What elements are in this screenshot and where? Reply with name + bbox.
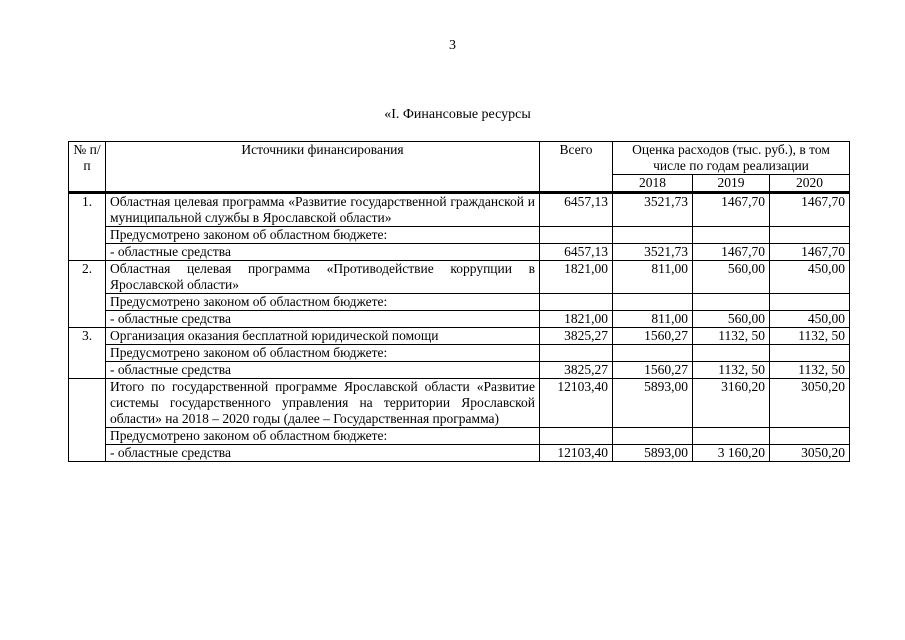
- row-total: 12103,40: [540, 445, 613, 462]
- row-total: 3825,27: [540, 328, 613, 345]
- row-total: 3825,27: [540, 362, 613, 379]
- table-row: [69, 379, 850, 428]
- row-total: [540, 294, 613, 311]
- row-total: [540, 345, 613, 362]
- row-2019: [693, 227, 770, 244]
- row-2020: 450,00: [770, 261, 850, 294]
- row-2020: [770, 345, 850, 362]
- row-source: Областная целевая программа «Противодействие коррупции в Ярославской области»: [106, 261, 540, 294]
- page-number: 3: [449, 38, 456, 53]
- row-num: [69, 379, 106, 462]
- table-row: [69, 311, 850, 328]
- row-2020: 3050,20: [770, 379, 850, 428]
- row-2020: [770, 428, 850, 445]
- row-2019: 1132, 50: [693, 328, 770, 345]
- row-source: - областные средства: [106, 445, 540, 462]
- row-2020: 1132, 50: [770, 328, 850, 345]
- row-total: 1821,00: [540, 311, 613, 328]
- row-2018: 3521,73: [613, 193, 693, 227]
- row-source: Организация оказания бесплатной юридической помощи: [106, 328, 540, 345]
- row-2019: [693, 428, 770, 445]
- row-total: 1821,00: [540, 261, 613, 294]
- row-2018: [613, 294, 693, 311]
- row-2018: 811,00: [613, 311, 693, 328]
- row-total: 6457,13: [540, 244, 613, 261]
- table-row: [69, 345, 850, 362]
- row-2018: 1560,27: [613, 362, 693, 379]
- row-2018: [613, 345, 693, 362]
- table-row: [69, 227, 850, 244]
- table-row: [69, 193, 850, 227]
- header-total: Всего: [540, 142, 613, 193]
- row-2018: 811,00: [613, 261, 693, 294]
- row-total: 12103,40: [540, 379, 613, 428]
- row-2020: 1467,70: [770, 244, 850, 261]
- row-num: 3.: [69, 328, 106, 379]
- table-row: [69, 428, 850, 445]
- row-2020: [770, 227, 850, 244]
- row-2019: [693, 294, 770, 311]
- header-num: № п/п: [69, 142, 106, 193]
- row-2018: 1560,27: [613, 328, 693, 345]
- row-2019: 560,00: [693, 261, 770, 294]
- row-2020: 3050,20: [770, 445, 850, 462]
- row-source: - областные средства: [106, 244, 540, 261]
- row-total: 6457,13: [540, 193, 613, 227]
- table-row: [69, 362, 850, 379]
- financing-table: [68, 141, 850, 462]
- header-year-2019: 2019: [693, 175, 770, 193]
- row-2020: 1132, 50: [770, 362, 850, 379]
- row-source: Предусмотрено законом об областном бюджете:: [106, 345, 540, 362]
- row-num: 2.: [69, 261, 106, 328]
- row-source: Областная целевая программа «Развитие государственной гражданской и муниципальной службы в Ярославской области»: [106, 193, 540, 227]
- row-2020: 1467,70: [770, 193, 850, 227]
- header-year-2020: 2020: [770, 175, 850, 193]
- row-2018: 5893,00: [613, 445, 693, 462]
- row-2019: 1132, 50: [693, 362, 770, 379]
- table-row: [69, 261, 850, 294]
- row-total: [540, 227, 613, 244]
- row-2019: 3160,20: [693, 379, 770, 428]
- row-2019: 1467,70: [693, 193, 770, 227]
- header-source: Источники финансирования: [106, 142, 540, 193]
- table-row: [69, 328, 850, 345]
- header-estimate: Оценка расходов (тыс. руб.), в том числе по годам реализации: [613, 142, 850, 175]
- row-2019: 1467,70: [693, 244, 770, 261]
- table-row: [69, 294, 850, 311]
- row-2019: 3 160,20: [693, 445, 770, 462]
- row-source: Итого по государственной программе Ярославской области «Развитие системы государственного управления на территории Ярославской области» на 2018 – 2020 годы (далее – Государственная программа): [106, 379, 540, 428]
- row-2018: [613, 227, 693, 244]
- row-2020: 450,00: [770, 311, 850, 328]
- row-num: 1.: [69, 193, 106, 261]
- row-2020: [770, 294, 850, 311]
- row-total: [540, 428, 613, 445]
- header-year-2018: 2018: [613, 175, 693, 193]
- table-row: [69, 445, 850, 462]
- row-source: Предусмотрено законом об областном бюджете:: [106, 428, 540, 445]
- row-source: Предусмотрено законом об областном бюджете:: [106, 227, 540, 244]
- row-source: Предусмотрено законом об областном бюджете:: [106, 294, 540, 311]
- table-row: [69, 244, 850, 261]
- row-2018: 5893,00: [613, 379, 693, 428]
- section-title: «I. Финансовые ресурсы: [384, 107, 531, 122]
- row-source: - областные средства: [106, 311, 540, 328]
- row-2018: 3521,73: [613, 244, 693, 261]
- row-2019: [693, 345, 770, 362]
- row-source: - областные средства: [106, 362, 540, 379]
- row-2019: 560,00: [693, 311, 770, 328]
- table-header-row: [69, 142, 850, 175]
- row-2018: [613, 428, 693, 445]
